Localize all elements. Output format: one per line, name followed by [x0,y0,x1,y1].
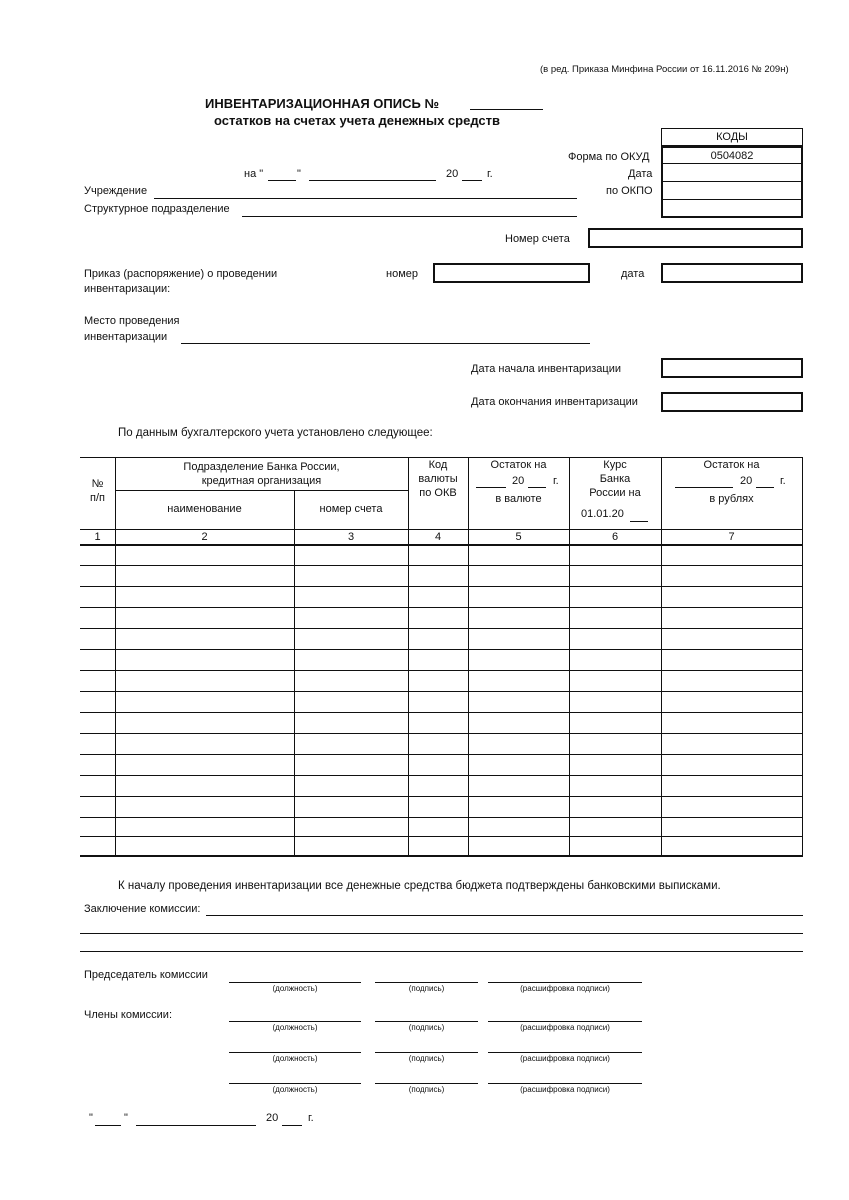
col-rate-header-3: России на [589,487,641,499]
department-line[interactable] [242,216,577,217]
col-balance-rub-sub: в рублях [709,493,754,505]
col-balance-currency-header: Остаток на [490,459,547,471]
signoff-year-line[interactable] [282,1125,302,1126]
col-rate-header-2: Банка [599,473,631,485]
start-date-box[interactable] [661,358,803,378]
place-label-line1: Место проведения [84,315,180,327]
intro-text: По данным бухгалтерского учета установлено следующее: [118,427,433,439]
col-currency-code-header-3: по ОКВ [419,487,457,499]
order-number-label: номер [386,268,418,280]
col-currency-code-header: Код [428,459,448,471]
codes-header: КОДЫ [661,128,803,146]
order-date-box[interactable] [661,263,803,283]
month-line[interactable] [309,180,436,181]
okud-value: 0504082 [710,150,754,162]
date-quote-close: " [124,1112,128,1124]
position-hint: (должность) [272,1085,318,1094]
col-number: 6 [611,531,619,543]
col-balance-rub-g: г. [780,475,786,487]
okpo-label: по ОКПО [606,185,653,197]
account-number-box[interactable] [588,228,803,248]
members-label: Члены комиссии: [84,1009,173,1021]
col-division-header-2: кредитная организация [201,475,322,487]
end-date-box[interactable] [661,392,803,412]
decoding-hint: (расшифровка подписи) [520,984,610,993]
date-code-label: Дата [628,168,653,180]
col-division-header: Подразделение Банка России, [183,461,340,473]
conclusion-line-2[interactable] [80,933,803,934]
col-rate-header: Курс [603,459,627,471]
na-label: на " [244,168,264,180]
signature-hint: (подпись) [408,1054,445,1063]
col-balance-currency-g: г. [553,475,559,487]
col-number: 3 [347,531,355,543]
position-hint: (должность) [272,1023,318,1032]
col-balance-currency-sub: в валюте [495,493,542,505]
quote-close: " [297,168,301,180]
end-date-label: Дата окончания инвентаризации [471,396,638,408]
form-number-line[interactable] [470,109,543,110]
institution-label: Учреждение [84,185,148,197]
account-number-label: Номер счета [505,233,570,245]
decoding-hint: (расшифровка подписи) [520,1023,610,1032]
confirmation-text: К началу проведения инвентаризации все денежные средства бюджета подтверждены банковскими выписками. [118,880,721,892]
col-no-header-2: п/п [90,492,105,504]
col-name-header: наименование [167,503,242,515]
order-date-label: дата [621,268,645,280]
conclusion-line-3[interactable] [80,951,803,952]
institution-line[interactable] [154,198,577,199]
year-suffix: г. [487,168,493,180]
position-hint: (должность) [272,984,318,993]
decoding-hint: (расшифровка подписи) [520,1085,610,1094]
conclusion-line-1[interactable] [206,915,803,916]
signoff-month-line[interactable] [136,1125,256,1126]
col-balance-rub-header: Остаток на [703,459,760,471]
form-subtitle: остатков на счетах учета денежных средств [214,113,500,128]
col-rate-date: 01.01.20 [581,508,624,520]
start-date-label: Дата начала инвентаризации [471,363,621,375]
position-hint: (должность) [272,1054,318,1063]
edition-note: (в ред. Приказа Минфина России от 16.11.2016 № 209н) [540,64,789,75]
okud-label: Форма по ОКУД [568,151,650,163]
date-quote-open: " [89,1112,93,1124]
signature-hint: (подпись) [408,1023,445,1032]
order-number-box[interactable] [433,263,590,283]
col-number: 4 [434,531,442,543]
col-number: 7 [728,531,735,543]
chairman-label: Председатель комиссии [84,969,208,981]
conclusion-label: Заключение комиссии: [84,903,201,915]
day-line[interactable] [268,180,296,181]
department-label: Структурное подразделение [84,203,230,215]
order-label-line2: инвентаризации: [84,283,171,295]
signature-hint: (подпись) [408,1085,445,1094]
col-balance-rub-year: 20 [740,475,753,487]
year-prefix: 20 [446,168,459,180]
col-number: 2 [201,531,208,543]
year-line[interactable] [462,180,482,181]
col-number: 5 [515,531,522,543]
order-label-line1: Приказ (распоряжение) о проведении [84,268,278,280]
col-number: 1 [94,531,101,543]
date-year-prefix: 20 [266,1112,279,1124]
date-year-suffix: г. [308,1112,314,1124]
form-title: ИНВЕНТАРИЗАЦИОННАЯ ОПИСЬ № [205,96,439,111]
signature-hint: (подпись) [408,984,445,993]
decoding-hint: (расшифровка подписи) [520,1054,610,1063]
place-label-line2: инвентаризации [84,331,168,343]
col-balance-currency-year: 20 [512,475,525,487]
place-line[interactable] [181,343,590,344]
col-no-header: № [91,478,104,490]
col-account-header: номер счета [319,503,383,515]
signoff-day-line[interactable] [95,1125,121,1126]
col-currency-code-header-2: валюты [418,473,458,485]
